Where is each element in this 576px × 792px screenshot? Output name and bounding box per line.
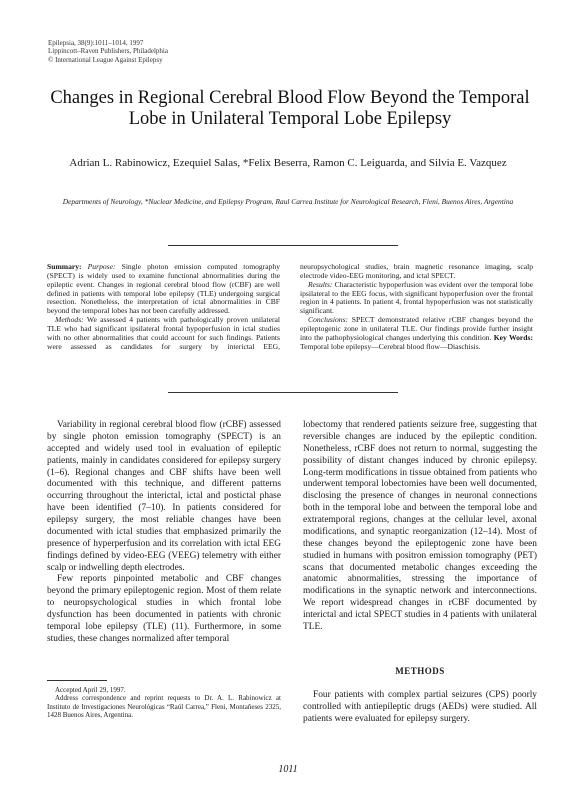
conclusions-label: Conclusions: [308, 315, 349, 325]
footnote-rule [47, 680, 107, 681]
abstract-top-rule [168, 245, 398, 246]
correspondence-note: Address correspondence and reprint requests to Dr. A. L. Rabinowicz at Instituto de Investigaciones Neurológicas “Raúl Carrea,” Fleni, Montañeses 2325, 1428 Buenos Aires, Argentina. [47, 694, 281, 719]
body-paragraph: Few reports pinpointed metabolic and CBF changes beyond the primary epileptogenic region. Most of them relate to neuropsychological studies in which frontal lobe dysfunction has been documented in patients with chronic temporal lobe epilepsy (TLE) (11). Furthermore, in some studies, these changes normalized after temporal [47, 574, 281, 644]
keywords-label: Key Words: [493, 332, 533, 342]
accepted-date: Accepted April 29, 1997. [55, 686, 126, 694]
affiliation: Departments of Neurology, *Nuclear Medicine, and Epilepsy Program, Raul Carrea Institute for Neurological Research, Fleni, Buenos Aires, Argentina [62, 197, 514, 206]
journal-citation: Epilepsia, 38(9):1011–1014, 1997 [48, 39, 144, 47]
keywords-text: Temporal lobe epilepsy—Cerebral blood flow—Diaschisis. [300, 341, 481, 351]
body-column-right [303, 420, 537, 634]
methods-text: We assessed 4 patients with pathologically proven unilateral TLE who had significant ipsilateral frontal hypoperfusion in ictal studies with no other abnormalities that could account for such findings. Patients were assessed as candidates for surgery by interictal EEG, neuropsychological studies, brain magnetic resonance imaging, scalp electrode video-EEG monitoring, and ictal SPECT. [47, 262, 533, 351]
results-text: Characteristic hypoperfusion was evident over the temporal lobe ipsilateral to the EEG focus, with significant hypoperfusion over the frontal region in 4 patients. In patient 4, frontal hypoperfusion was not statistically significant. [300, 279, 533, 316]
publisher-line: Lippincott–Raven Publishers, Philadelphia [48, 47, 168, 56]
conclusions-text: SPECT demonstrated relative rCBF changes beyond the epileptogenic zone in unilateral TLE. Our findings provide further insight into the pathophysiological changes underlying this condition. [300, 315, 533, 342]
abstract [47, 263, 533, 383]
methods-label: Methods: [55, 315, 84, 325]
journal-header [48, 39, 168, 64]
results-label: Results: [308, 279, 333, 289]
methods-body [303, 690, 537, 726]
abstract-conclusions [300, 316, 533, 351]
copyright-line: © International League Against Epilepsy [48, 55, 163, 64]
body-paragraph: Variability in regional cerebral blood flow (rCBF) assessed by single photon emission tomography (SPECT) is an accepted and widely used tool in evaluation of epileptic patients, mainly in candidates considered for epilepsy surgery (1–6). Regional changes and CBF shifts have been well documented with this technique, and different patterns occurring throughout the interictal, ictal and postictal phase have been identified (7–10). In patients considered for epilepsy surgery, the most reliable changes have been documented with ictal studies that emphasized primarily the presence of hyperperfusion and its correlation with ictal EEG findings defined by video-EEG (VEEG) telemetry with either scalp or indwelling depth electrodes. [47, 420, 281, 573]
body-column-left [47, 420, 281, 646]
abstract-bottom-rule [168, 392, 398, 393]
body-paragraph: lobectomy that rendered patients seizure free, suggesting that reversible changes are induced by the epileptic condition. Nonetheless, rCBF does not return to normal, suggesting the possibility of distant changes induced by chronic epilepsy. Long-term modifications in tissue obtained from patients who underwent temporal lobectomies have been well documented, disclosing the presence of changes in neuronal connections both in the temporal lobe and between the temporal lobe and extratemporal regions, changes at the cellular level, axonal modifications, and synaptic reorganization (12–14). Most of these changes beyond the epileptogenic zone have been studied in humans with positron emission tomography (PET) scans that documented metabolic changes exceeding the anatomic abnormalities, stressing the importance of modifications in the synaptic network and interconnections. We report widespread changes in rCBF documented by interictal and ictal SPECT studies in 4 patients with unilateral TLE. [303, 420, 537, 632]
article-title: Changes in Regional Cerebral Blood Flow Beyond the Temporal Lobe in Unilateral Temporal Lobe Epilepsy [50, 88, 530, 129]
section-heading-methods: METHODS [395, 666, 445, 676]
footnote [47, 686, 281, 719]
abstract-purpose [47, 263, 280, 316]
purpose-label: Purpose: [87, 262, 116, 271]
author-list: Adrian L. Rabinowicz, Ezequiel Salas, *Felix Beserra, Ramon C. Leiguarda, and Silvia E. Vazquez [69, 157, 507, 169]
body-paragraph: Four patients with complex partial seizures (CPS) poorly controlled with antiepileptic drugs (AEDs) were studied. All patients were evaluated for epilepsy surgery. [303, 690, 537, 724]
page-number: 1011 [278, 764, 298, 775]
summary-label: Summary: [47, 262, 82, 271]
abstract-results [300, 281, 533, 316]
purpose-text: Single photon emission computed tomography (SPECT) is widely used to examine functional abnormalities during the epileptic event. Changes in regional cerebral blood flow (rCBF) are well defined in patients with temporal lobe epilepsy (TLE) undergoing surgical resection. Nonetheless, the interpretation of ictal abnormalities in CBF beyond the temporal lobes has not been carefully addressed. [47, 262, 280, 316]
